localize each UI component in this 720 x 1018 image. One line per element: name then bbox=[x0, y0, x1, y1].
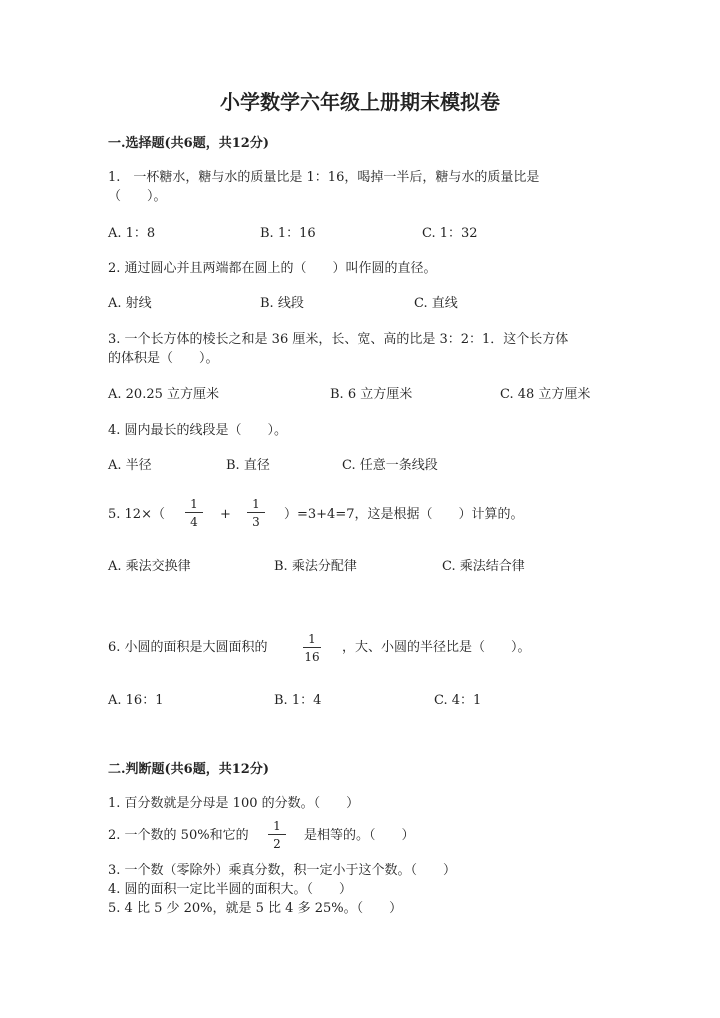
question-3-option-b: B. 6 立方厘米 bbox=[330, 387, 413, 402]
judgement-2-fraction bbox=[266, 820, 288, 850]
question-2-text: 2. 通过圆心并且两端都在圆上的（ ）叫作圆的直径。 bbox=[108, 261, 437, 276]
section-heading-choice: 一.选择题(共6题，共12分) bbox=[108, 136, 269, 151]
question-5-prefix: 5. 12×（ bbox=[108, 507, 165, 522]
fraction-denominator: 16 bbox=[304, 650, 320, 664]
question-6-fraction bbox=[301, 633, 323, 663]
question-6-prefix: 6. 小圆的面积是大圆面积的 bbox=[108, 640, 268, 655]
fraction-denominator: 4 bbox=[190, 515, 198, 529]
question-3-option-c: C. 48 立方厘米 bbox=[500, 387, 591, 402]
question-4-option-c: C. 任意一条线段 bbox=[342, 458, 438, 473]
judgement-3-text: 3. 一个数（零除外）乘真分数，积一定小于这个数。（ ） bbox=[108, 863, 457, 878]
question-4-option-b: B. 直径 bbox=[226, 458, 270, 473]
fraction-numerator: 1 bbox=[252, 497, 260, 511]
question-1-option-c: C. 1：32 bbox=[422, 226, 478, 241]
question-6-option-b: B. 1：4 bbox=[274, 693, 322, 708]
fraction-bar bbox=[247, 512, 265, 513]
fraction-bar bbox=[268, 834, 286, 835]
question-5-option-c: C. 乘法结合律 bbox=[442, 559, 525, 574]
question-2-option-b: B. 线段 bbox=[260, 296, 304, 311]
question-4-option-a: A. 半径 bbox=[108, 458, 152, 473]
question-6-option-c: C. 4：1 bbox=[434, 693, 482, 708]
question-2-option-c: C. 直线 bbox=[414, 296, 458, 311]
question-5-plus: + bbox=[220, 507, 231, 522]
fraction-numerator: 1 bbox=[273, 819, 281, 833]
question-5-fraction-2 bbox=[245, 498, 267, 528]
question-1-text-line2: （ ）。 bbox=[108, 189, 167, 204]
judgement-2-suffix: 是相等的。（ ） bbox=[304, 828, 415, 843]
question-1-option-b: B. 1：16 bbox=[260, 226, 316, 241]
judgement-2-prefix: 2. 一个数的 50%和它的 bbox=[108, 828, 249, 843]
fraction-denominator: 2 bbox=[273, 837, 281, 851]
fraction-numerator: 1 bbox=[308, 632, 316, 646]
page-title: 小学数学六年级上册期末模拟卷 bbox=[220, 90, 500, 114]
question-6-suffix: ，大、小圆的半径比是（ ）。 bbox=[342, 640, 531, 655]
question-5-suffix: ）=3+4=7，这是根据（ ）计算的。 bbox=[284, 507, 524, 522]
question-1-option-a: A. 1：8 bbox=[108, 226, 156, 241]
question-3-text-line2: 的体积是（ ）。 bbox=[108, 351, 219, 366]
question-4-text: 4. 圆内最长的线段是（ ）。 bbox=[108, 423, 288, 438]
fraction-numerator: 1 bbox=[190, 497, 198, 511]
question-1-text-line1: 1. 一杯糖水，糖与水的质量比是 1：16，喝掉一半后，糖与水的质量比是 bbox=[108, 170, 540, 185]
question-5-option-a: A. 乘法交换律 bbox=[108, 559, 191, 574]
question-3-text-line1: 3. 一个长方体的棱长之和是 36 厘米，长、宽、高的比是 3：2：1．这个长方体 bbox=[108, 332, 569, 347]
question-5-fraction-1 bbox=[183, 498, 205, 528]
question-5-option-b: B. 乘法分配律 bbox=[274, 559, 357, 574]
question-2-option-a: A. 射线 bbox=[108, 296, 152, 311]
fraction-bar bbox=[303, 647, 321, 648]
judgement-4-text: 4. 圆的面积一定比半圆的面积大。（ ） bbox=[108, 882, 353, 897]
fraction-denominator: 3 bbox=[252, 515, 260, 529]
question-3-option-a: A. 20.25 立方厘米 bbox=[108, 387, 220, 402]
section-heading-judgement: 二.判断题(共6题，共12分) bbox=[108, 762, 269, 777]
question-6-option-a: A. 16：1 bbox=[108, 693, 164, 708]
judgement-1-text: 1. 百分数就是分母是 100 的分数。（ ） bbox=[108, 796, 360, 811]
fraction-bar bbox=[185, 512, 203, 513]
judgement-5-text: 5. 4 比 5 少 20%，就是 5 比 4 多 25%。（ ） bbox=[108, 901, 403, 916]
